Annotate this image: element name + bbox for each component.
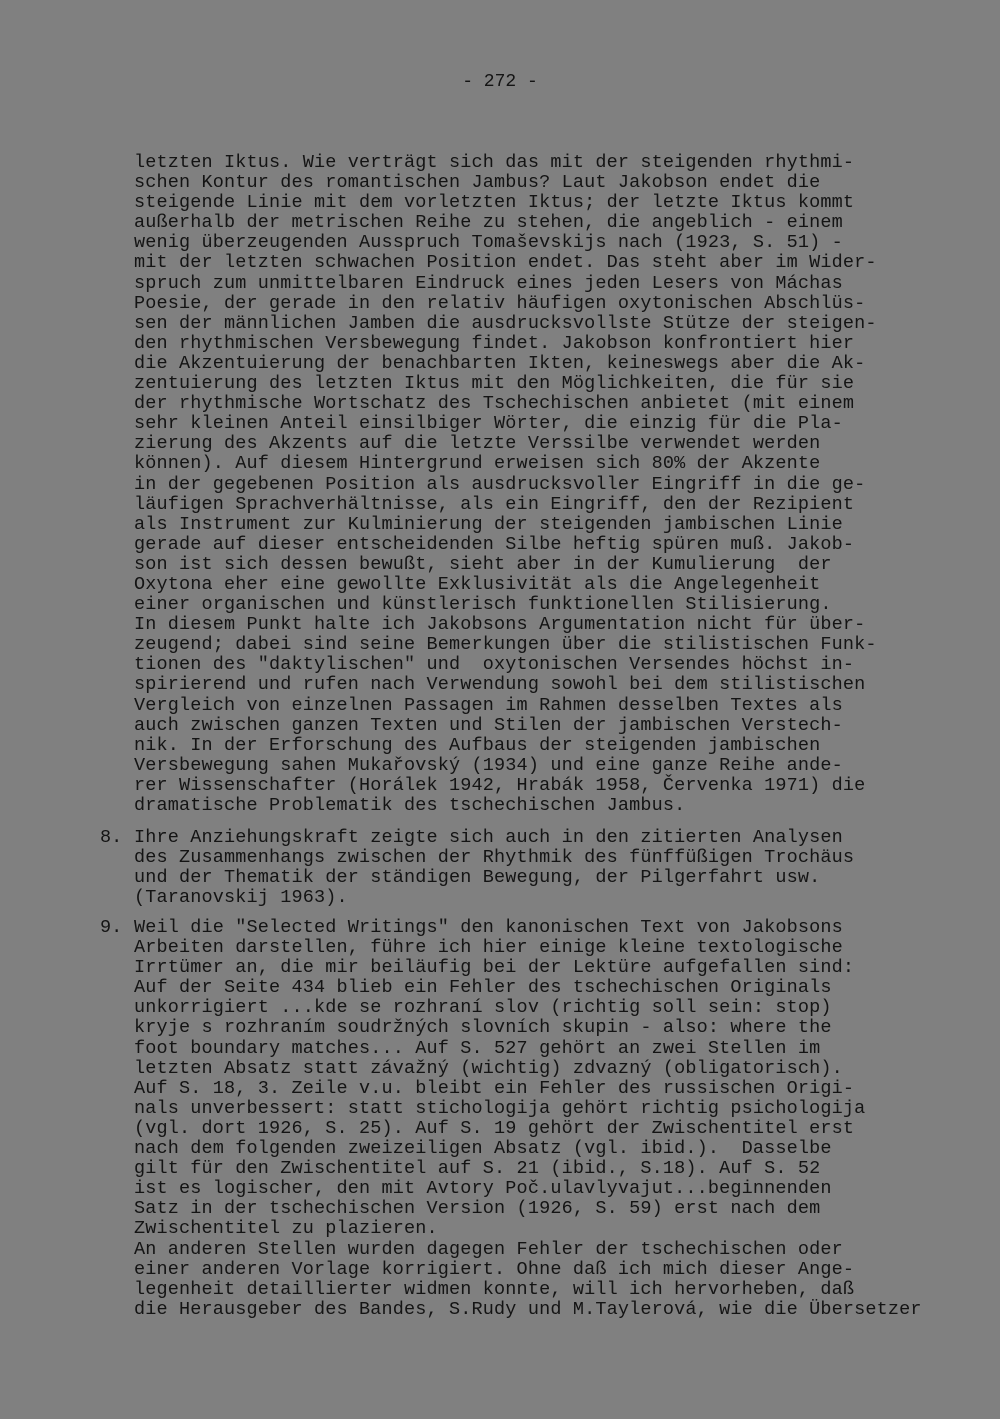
text-line: ist es logischer, den mit Avtory Poč.ulavlyvajut...beginnenden (134, 1178, 832, 1200)
text-line: der rhythmische Wortschatz des Tschechischen anbietet (mit einem (134, 393, 855, 415)
text-line: unkorrigiert ...kde se rozhraní slov (richtig soll sein: stop) (134, 997, 832, 1019)
text-line: Auf S. 18, 3. Zeile v.u. bleibt ein Fehler des russischen Origi- (134, 1077, 855, 1099)
text-line: spruch zum unmittelbaren Eindruck eines jeden Lesers von Máchas (134, 272, 843, 294)
text-line: zeugend; dabei sind seine Bemerkungen über die stilistischen Funk- (134, 634, 877, 656)
text-line: (vgl. dort 1926, S. 25). Auf S. 19 gehört der Zwischentitel erst (134, 1117, 855, 1139)
text-line: Vergleich von einzelnen Passagen im Rahmen desselben Textes als (134, 694, 843, 716)
text-line: son ist sich dessen bewußt, sieht aber in der Kumulierung der (134, 553, 832, 575)
text-line: die Akzentuierung der benachbarten Ikten, keineswegs aber die Ak- (134, 352, 866, 374)
text-line: auch zwischen ganzen Texten und Stilen der jambischen Verstech- (134, 714, 843, 736)
text-line: letzten Absatz statt závažný (wichtig) zdvazný (obligatorisch). (134, 1057, 843, 1079)
text-line: gerade auf dieser entscheidenden Silbe heftig spüren muß. Jakob- (134, 533, 855, 555)
text-line: Weil die "Selected Writings" den kanonischen Text von Jakobsons (134, 917, 843, 938)
text-line: rer Wissenschafter (Horálek 1942, Hrabák 1958, Červenka 1971) die (134, 774, 866, 796)
continuation-paragraph (134, 153, 934, 816)
text-line: dramatische Problematik des tschechischen Jambus. (134, 795, 686, 816)
text-line: einer organischen und künstlerisch funktionellen Stilisierung. (134, 594, 832, 616)
note-8-text (134, 828, 934, 908)
text-line: Zwischentitel zu plazieren. (134, 1218, 438, 1240)
text-line: nik. In der Erforschung des Aufbaus der steigenden jambischen (134, 734, 821, 756)
text-line: außerhalb der metrischen Reihe zu stehen, die angeblich - einem (134, 212, 843, 234)
text-line: des Zusammenhangs zwischen der Rhythmik des fünffüßigen Trochäus (134, 847, 855, 869)
note-9-marker: 9. (100, 917, 123, 938)
text-line: Satz in der tschechischen Version (1926, S. 59) erst nach dem (134, 1198, 821, 1220)
note-9-text (134, 918, 934, 1320)
text-line: Arbeiten darstellen, führe ich hier einige kleine textologische (134, 937, 843, 959)
text-line: schen Kontur des romantischen Jambus? Laut Jakobson endet die (134, 172, 821, 194)
text-line: den rhythmischen Versbewegung findet. Jakobson konfrontiert hier (134, 332, 855, 354)
text-line: läufigen Sprachverhältnisse, als ein Eingriff, den der Rezipient (134, 493, 855, 515)
text-line: Poesie, der gerade in den relativ häufigen oxytonischen Abschlüs- (134, 292, 866, 314)
text-line: spirierend und rufen nach Verwendung sowohl bei dem stilistischen (134, 674, 866, 696)
text-line: steigende Linie mit dem vorletzten Iktus; der letzte Iktus kommt (134, 192, 855, 214)
text-line: tionen des "daktylischen" und oxytonischen Versendes höchst in- (134, 654, 855, 676)
text-line: und der Thematik der ständigen Bewegung, der Pilgerfahrt usw. (134, 867, 821, 889)
page-number: - 272 - (462, 72, 538, 92)
text-line: zierung des Akzents auf die letzte Verssilbe verwendet werden (134, 433, 821, 455)
text-line: (Taranovskij 1963). (134, 887, 348, 909)
text-line: Irrtümer an, die mir beiläufig bei der Lektüre aufgefallen sind: (134, 957, 855, 979)
text-line: als Instrument zur Kulminierung der steigenden jambischen Linie (134, 513, 843, 535)
text-line: Oxytona eher eine gewollte Exklusivität als die Angelegenheit (134, 573, 821, 595)
text-line: können). Auf diesem Hintergrund erweisen sich 80% der Akzente (134, 453, 821, 475)
text-line: mit der letzten schwachen Position endet. Das steht aber im Wider- (134, 252, 877, 274)
text-line: sehr kleinen Anteil einsilbiger Wörter, die einzig für die Pla- (134, 413, 843, 435)
note-8-marker: 8. (100, 827, 123, 848)
text-line: legenheit detaillierter widmen konnte, will ich hervorheben, daß (134, 1278, 855, 1300)
text-line: In diesem Punkt halte ich Jakobsons Argumentation nicht für über- (134, 614, 866, 636)
text-line: die Herausgeber des Bandes, S.Rudy und M.Taylerová, wie die Übersetzer (134, 1298, 922, 1320)
text-line: Auf der Seite 434 blieb ein Fehler des tschechischen Originals (134, 977, 832, 999)
text-line: Versbewegung sahen Mukařovský (1934) und eine ganze Reihe ande- (134, 754, 843, 776)
text-line: nach dem folgenden zweizeiligen Absatz (vgl. ibid.). Dasselbe (134, 1138, 832, 1160)
text-line: einer anderen Vorlage korrigiert. Ohne daß ich mich dieser Ange- (134, 1258, 855, 1280)
text-line: foot boundary matches... Auf S. 527 gehört an zwei Stellen im (134, 1037, 821, 1059)
text-line: Ihre Anziehungskraft zeigte sich auch in den zitierten Analysen (134, 827, 843, 848)
text-line: zentuierung des letzten Iktus mit den Möglichkeiten, die für sie (134, 373, 855, 395)
text-line: letzten Iktus. Wie verträgt sich das mit der steigenden rhythmi- (134, 152, 855, 173)
text-line: in der gegebenen Position als ausdrucksvoller Eingriff in die ge- (134, 473, 866, 495)
text-line: gilt für den Zwischentitel auf S. 21 (ibid., S.18). Auf S. 52 (134, 1158, 821, 1180)
text-line: nals unverbessert: statt stichologija gehört richtig psichologija (134, 1097, 866, 1119)
text-line: sen der männlichen Jamben die ausdrucksvollste Stütze der steigen- (134, 312, 877, 334)
text-line: wenig überzeugenden Ausspruch Tomaševskijs nach (1923, S. 51) - (134, 232, 843, 254)
text-line: kryje s rozhraním soudržných slovních skupin - also: where the (134, 1017, 832, 1039)
text-line: An anderen Stellen wurden dagegen Fehler der tschechischen oder (134, 1238, 843, 1260)
